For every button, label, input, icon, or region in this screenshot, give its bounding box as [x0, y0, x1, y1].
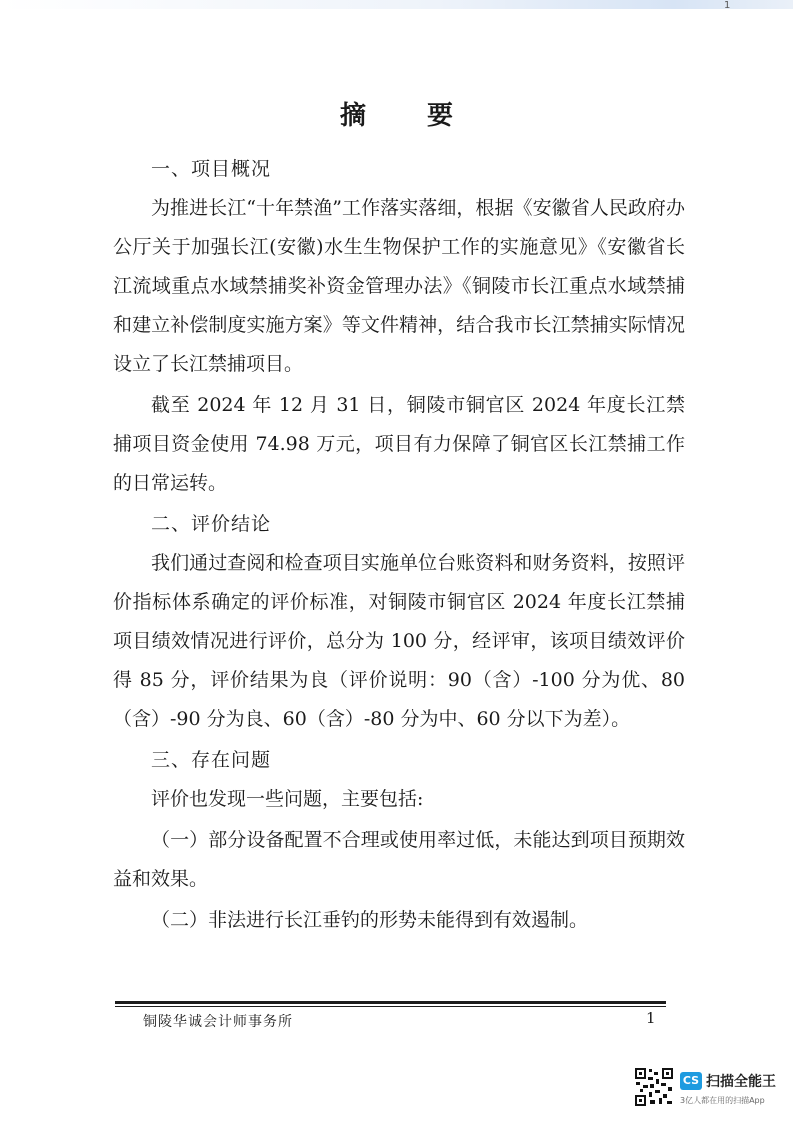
- footer-rule-thick: [115, 1001, 666, 1004]
- scan-top-edge: [0, 0, 793, 9]
- camscanner-app-name: 扫描全能王: [706, 1074, 776, 1090]
- camscanner-logo-icon: CS: [680, 1072, 702, 1090]
- page-title: 摘 要: [339, 101, 480, 131]
- paragraph: （一）部分设备配置不合理或使用率过低，未能达到项目预期效益和效果。: [113, 829, 685, 890]
- section-heading: 三、存在问题: [151, 749, 272, 771]
- paragraph: 为推进长江“十年禁渔”工作落实落细，根据《安徽省人民政府办公厅关于加强长江(安徽)水生生物保护工作的实施意见》《安徽省长江流域重点水域禁捕奖补资金管理办法》《铜陵市长江重点水域禁捕和建立补偿制度实施方案》等文件精神，结合我市长江禁捕实际情况设立了长江禁捕项目。: [113, 197, 685, 375]
- footer-company-name: 铜陵华诚会计师事务所: [143, 1014, 293, 1030]
- document-body: [113, 150, 685, 940]
- paragraph: 我们通过查阅和检查项目实施单位台账资料和财务资料，按照评价指标体系确定的评价标准，对铜陵市铜官区 2024 年度长江禁捕项目绩效情况进行评价，总分为 100 分，经评审，该项目绩效评价得 85 分，评价结果为良（评价说明：90（含）-100 分为优、80（含）-90 分为良、60（含）-80 分为中、60 分以下为差）。: [113, 552, 685, 730]
- paragraph: （二）非法进行长江垂钓的形势未能得到有效遏制。: [151, 909, 589, 931]
- footer-rule-thin: [115, 1006, 666, 1007]
- camscanner-slogan: 3亿人都在用的扫描App: [680, 1096, 765, 1105]
- top-corner-mark: 1: [724, 0, 731, 11]
- section-heading: 二、评价结论: [151, 513, 272, 535]
- section-heading: 一、项目概况: [151, 158, 272, 180]
- paragraph: 评价也发现一些问题，主要包括:: [151, 788, 424, 810]
- qr-code-icon: [634, 1067, 674, 1107]
- paragraph: 截至 2024 年 12 月 31 日，铜陵市铜官区 2024 年度长江禁捕项目资金使用 74.98 万元，项目有力保障了铜官区长江禁捕工作的日常运转。: [113, 394, 685, 494]
- page-number: 1: [646, 1009, 656, 1027]
